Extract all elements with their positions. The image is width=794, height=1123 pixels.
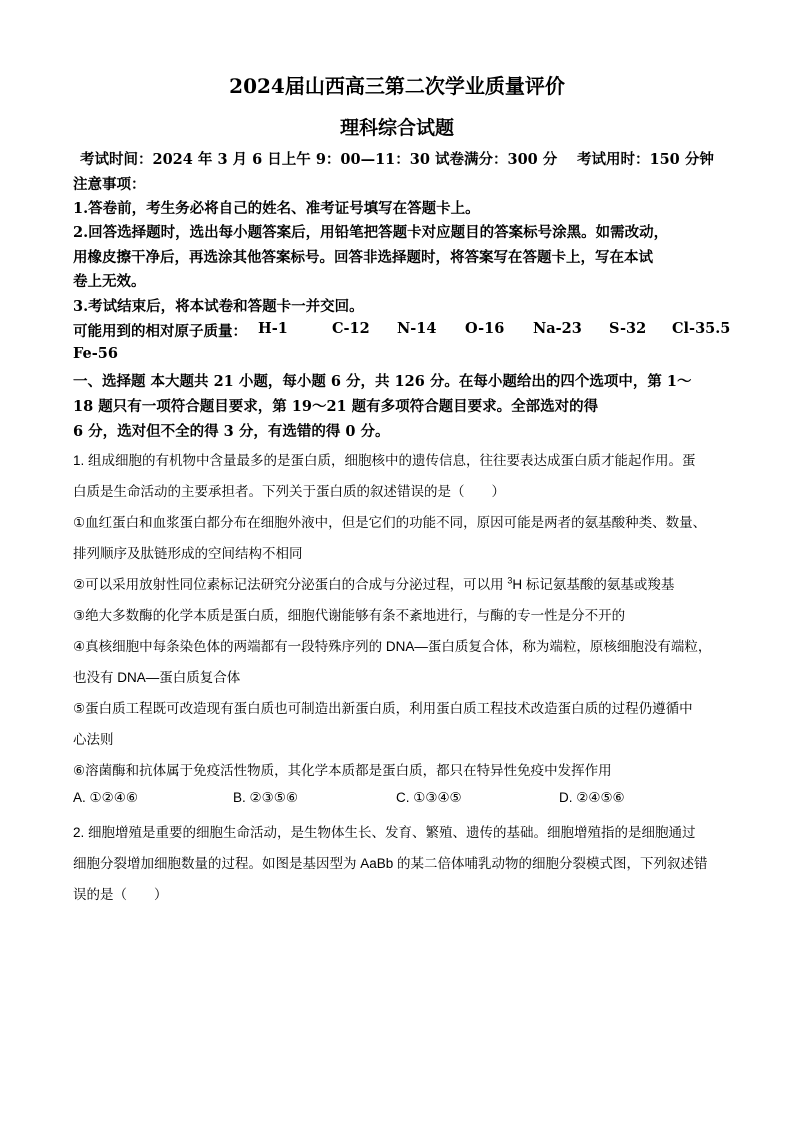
note-2-line-2: 用橡皮擦干净后，再选涂其他答案标号。回答非选择题时，将答案写在答题卡上，写在本试: [73, 249, 653, 266]
atomic-mass-item: H-1: [258, 320, 288, 337]
option-a: A. ①②④⑥: [73, 790, 138, 805]
statement-2: ②可以采用放射性同位素标记法研究分泌蛋白的合成与分泌过程，可以用 $^3$H 标记氨基酸的氨基或羧基: [73, 575, 675, 592]
atomic-mass-item: Na-23: [533, 320, 582, 337]
option-d: D. ②④⑤⑥: [559, 790, 625, 805]
atomic-mass-item: S-32: [609, 320, 647, 337]
statement-5-line-2: 心法则: [73, 732, 114, 747]
statement-6: ⑥溶菌酶和抗体属于免疫活性物质，其化学本质都是蛋白质，都只在特异性免疫中发挥作用: [73, 763, 612, 778]
question-2-line-3: 误的是（ ）: [73, 887, 168, 902]
section-1-line-3: 6 分，选对但不全的得 3 分，有选错的得 0 分。: [73, 423, 390, 440]
question-1-stem-line-2: 白质是生命活动的主要承担者。下列关于蛋白质的叙述错误的是（ ）: [73, 484, 505, 499]
note-3: 3.考试结束后，将本试卷和答题卡一并交回。: [73, 298, 364, 315]
atomic-mass-item: Fe-56: [73, 345, 118, 362]
statement-1-line-1: ①血红蛋白和血浆蛋白都分布在细胞外液中，但是它们的功能不同，原因可能是两者的氨基酸种类、数量、: [73, 515, 707, 530]
option-c: C. ①③④⑤: [396, 790, 462, 805]
note-2-line-1: 2.回答选择题时，选出每小题答案后，用铅笔把答题卡对应题目的答案标号涂黑。如需改动，: [73, 224, 669, 241]
statement-1-line-2: 排列顺序及肽链形成的空间结构不相同: [73, 546, 303, 561]
statement-4-line-1: ④真核细胞中每条染色体的两端都有一段特殊序列的 DNA—蛋白质复合体，称为端粒，原核细胞没有端粒，: [73, 639, 712, 654]
atomic-mass-item: N-14: [397, 320, 437, 337]
atomic-mass-item: O-16: [465, 320, 505, 337]
atomic-mass-label: 可能用到的相对原子质量：: [73, 323, 247, 340]
note-1: 1.答卷前，考生务必将自己的姓名、准考证号填写在答题卡上。: [73, 200, 480, 217]
page-title: 2024届山西高三第二次学业质量评价: [229, 74, 565, 98]
question-2-line-1: 2. 细胞增殖是重要的细胞生命活动，是生物体生长、发育、繁殖、遗传的基础。细胞增殖指的是细胞通过: [73, 825, 696, 840]
exam-duration: 考试用时：150 分钟: [577, 151, 714, 168]
question-2-line-2: 细胞分裂增加细胞数量的过程。如图是基因型为 AaBb 的某二倍体哺乳动物的细胞分裂模式图，下列叙述错: [73, 856, 708, 871]
atomic-mass-item: C-12: [332, 320, 370, 337]
section-1-line-2: 18 题只有一项符合题目要求，第 19～21 题有多项符合题目要求。全部选对的得: [73, 398, 599, 415]
exam-time: 考试时间：2024 年 3 月 6 日上午 9：00—11：30 试卷满分：300 分: [80, 151, 558, 168]
statement-4-line-2: 也没有 DNA—蛋白质复合体: [73, 670, 241, 685]
note-2-line-3: 卷上无效。: [73, 273, 146, 290]
section-1-line-1: 一、选择题 本大题共 21 小题，每小题 6 分，共 126 分。在每小题给出的四个选项中，第 1～: [73, 373, 692, 390]
notes-heading: 注意事项：: [73, 176, 146, 193]
atomic-mass-item: Cl-35.5: [672, 320, 731, 337]
question-1-stem-line-1: 1. 组成细胞的有机物中含量最多的是蛋白质，细胞核中的遗传信息，往往要表达成蛋白质才能起作用。蛋: [73, 453, 696, 468]
statement-5-line-1: ⑤蛋白质工程既可改造现有蛋白质也可制造出新蛋白质，利用蛋白质工程技术改造蛋白质的过程仍遵循中: [73, 701, 693, 716]
statement-3: ③绝大多数酶的化学本质是蛋白质，细胞代谢能够有条不紊地进行，与酶的专一性是分不开的: [73, 608, 626, 623]
option-b: B. ②③⑤⑥: [233, 790, 298, 805]
page-subtitle: 理科综合试题: [339, 117, 454, 139]
